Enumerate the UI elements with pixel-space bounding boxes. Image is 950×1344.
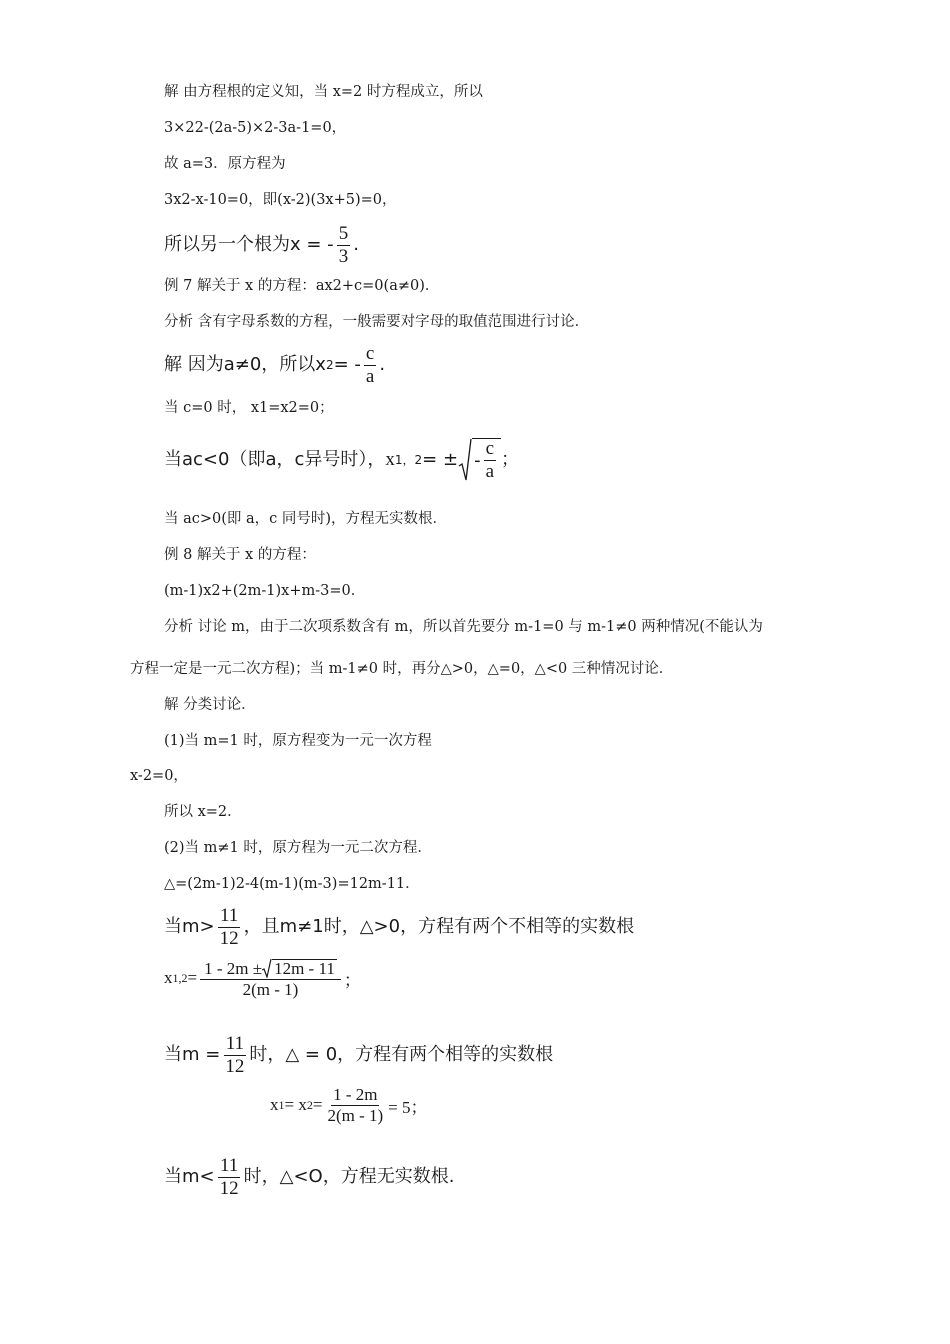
- text-line-4: 3x2-x-10=0，即(x-2)(3x+5)=0，: [164, 192, 397, 208]
- fraction: $\frac{5}{3}$: [338, 223, 349, 267]
- text-line-14: 分析 讨论 m，由于二次项系数含有 m，所以首先要分 m-1=0 与 m-1≠0 两种情况(不能认为: [164, 619, 763, 635]
- subscript: 2: [306, 1097, 313, 1112]
- eq-end: .: [353, 234, 359, 256]
- eq-text: 当ac<0（即a，c异号时），: [164, 449, 386, 470]
- eq-text: ，且m≠1时，△>0，方程有两个不相等的实数根: [243, 916, 635, 938]
- radicand: 12m - 11: [274, 959, 335, 979]
- eq-end: ；: [343, 970, 361, 990]
- radical-icon: [262, 958, 272, 978]
- exponent: 2: [325, 358, 334, 373]
- fraction: $\frac{11}{12}$: [219, 1155, 239, 1199]
- fraction: $\frac{11}{12}$: [225, 1033, 245, 1077]
- text-line-18: x-2=0，: [130, 768, 188, 784]
- text-line-15: 方程一定是一元二次方程)；当 m-1≠0 时，再分△>0，△=0，△<0 三种情况讨论．: [130, 661, 674, 677]
- text-line-1: 解 由方程根的定义知，当 x=2 时方程成立，所以: [164, 84, 483, 100]
- equation-m-equal: [164, 1034, 553, 1077]
- text-line-21: △=(2m-1)2-4(m-1)(m-3)=12m-11．: [164, 876, 420, 892]
- subscript: 1，2: [394, 453, 423, 467]
- eq-end: .: [379, 354, 386, 376]
- variable: x: [385, 449, 395, 470]
- text-line-7: 分析 含有字母系数的方程，一般需要对字母的取值范围进行讨论．: [164, 314, 590, 330]
- eq-text: -: [474, 449, 481, 471]
- text-line-3: 故 a=3．原方程为: [164, 156, 286, 172]
- fraction: 1 - 2m ± 12m - 11 2(m - 1): [200, 958, 341, 999]
- equation-roots-ac-negative: [164, 438, 519, 482]
- variable: x: [164, 968, 173, 988]
- text-line-13: (m-1)x2+(2m-1)x+m-3=0．: [164, 583, 366, 599]
- eq-text: =: [312, 1095, 323, 1115]
- fraction: $\frac{1 - 2m}{2(m - 1)}$: [327, 1085, 384, 1125]
- equation-double-root: [270, 1086, 428, 1125]
- sqrt-symbol: [458, 438, 501, 482]
- text-line-2: 3×22-(2a-5)×2-3a-1=0，: [164, 120, 347, 136]
- eq-text: = ±: [422, 449, 459, 470]
- eq-text: = -: [333, 354, 361, 376]
- radical-icon: [458, 438, 472, 482]
- text-line-9: 当 c=0 时， x1=x2=0；: [164, 400, 334, 416]
- eq-text: = 5；: [388, 1097, 428, 1117]
- eq-text: 当m =: [164, 1044, 221, 1066]
- eq-text: 解 因为a≠0，所以x: [164, 354, 326, 376]
- text-line-17: (1)当 m=1 时，原方程变为一元一次方程: [164, 733, 432, 749]
- equation-other-root: [164, 224, 359, 267]
- text-line-12: 例 8 解关于 x 的方程：: [164, 547, 316, 563]
- subscript: 1: [278, 1097, 285, 1112]
- variable: x: [270, 1095, 279, 1115]
- eq-text: 所以另一个根为x = -: [164, 234, 334, 256]
- equation-m-less: [164, 1156, 454, 1199]
- text-line-19: 所以 x=2．: [164, 804, 242, 820]
- eq-text: 1 - 2m ±: [204, 959, 263, 979]
- text-line-16: 解 分类讨论．: [164, 697, 256, 713]
- eq-text: 当m<: [164, 1166, 215, 1188]
- subscript: 1,2: [172, 970, 188, 985]
- equation-m-greater: [164, 906, 634, 949]
- eq-text: 当m>: [164, 916, 215, 938]
- fraction: $\frac{11}{12}$: [219, 905, 239, 949]
- text-line-6: 例 7 解关于 x 的方程：ax2+c=0(a≠0)．: [164, 278, 440, 294]
- eq-text: =: [187, 968, 198, 988]
- text-line-20: (2)当 m≠1 时，原方程为一元二次方程．: [164, 840, 432, 856]
- equation-two-roots: [164, 958, 361, 999]
- eq-text: 时，△<O，方程无实数根.: [243, 1166, 455, 1188]
- text-line-11: 当 ac>0(即 a，c 同号时)，方程无实数根．: [164, 511, 448, 527]
- eq-end: ；: [501, 449, 519, 470]
- eq-text: = x: [284, 1095, 307, 1115]
- equation-x-squared: [164, 344, 385, 387]
- fraction: $\frac{c}{a}$: [485, 438, 494, 483]
- fraction: $\frac{c}{a}$: [365, 343, 375, 387]
- eq-text: 时，△ = 0，方程有两个相等的实数根: [249, 1044, 554, 1066]
